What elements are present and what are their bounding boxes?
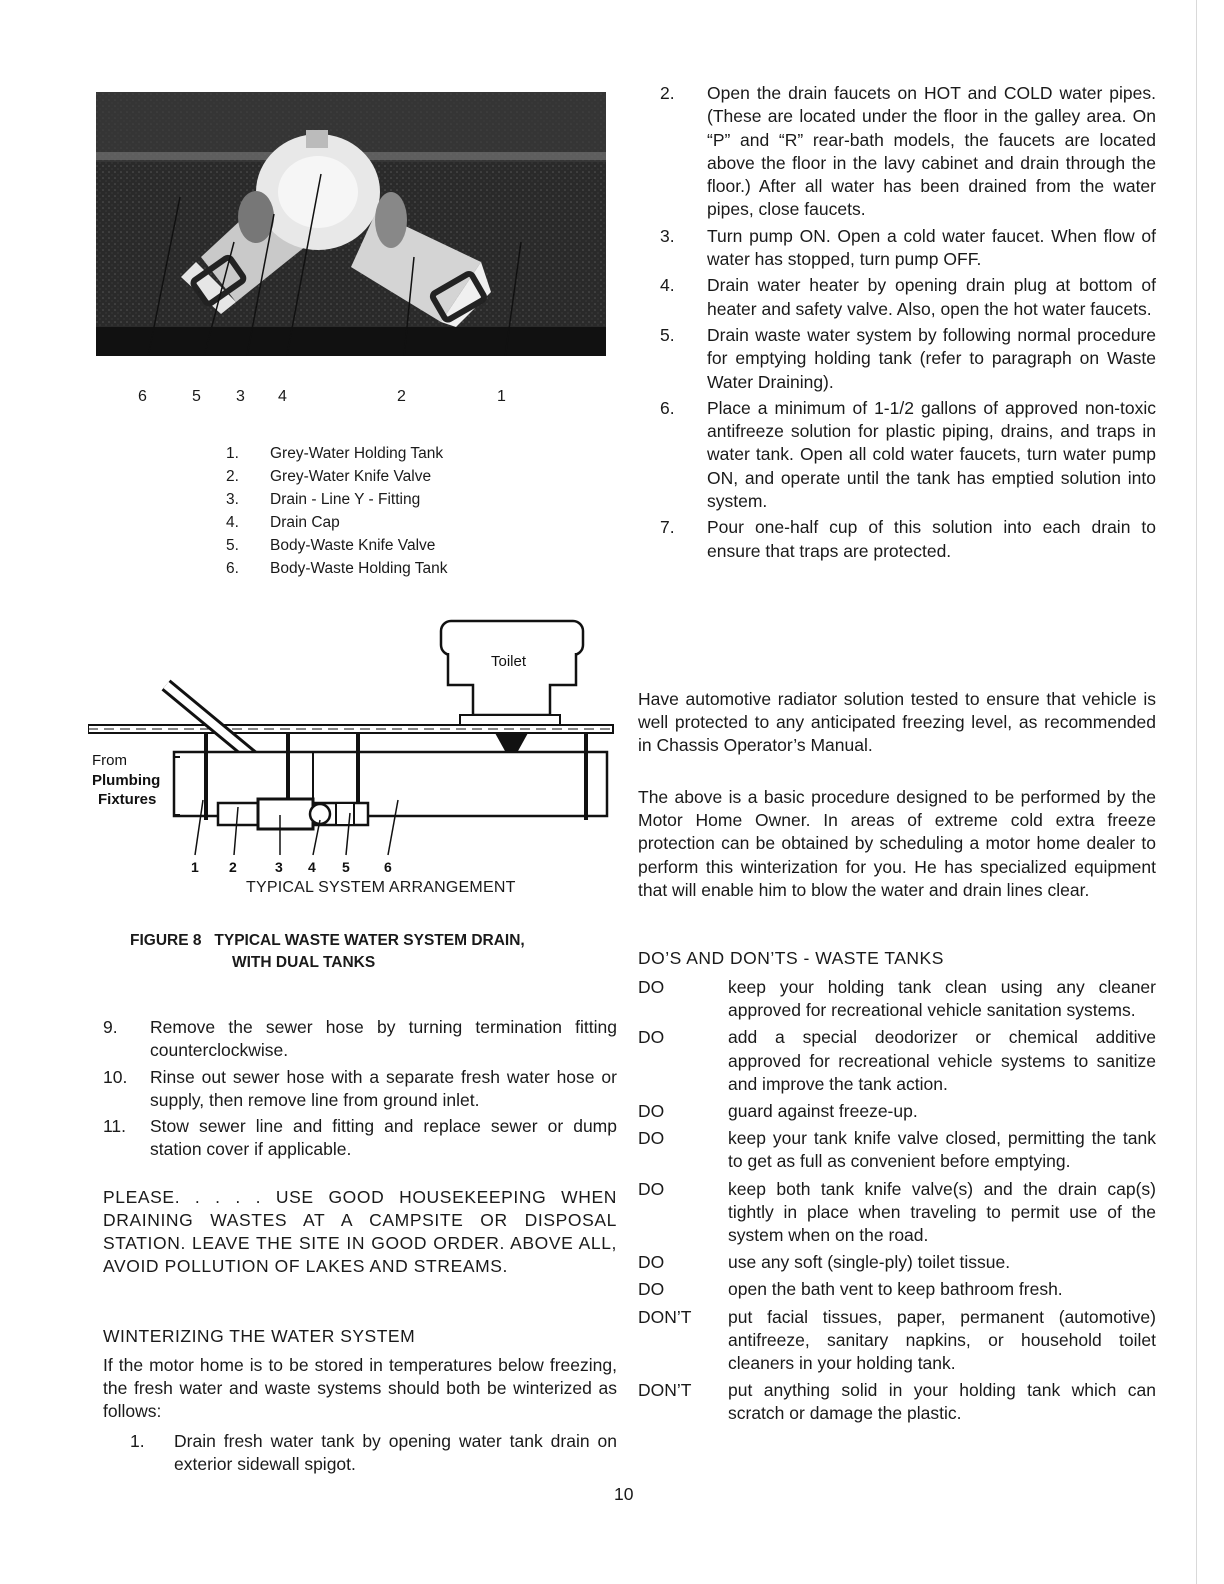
figure-caption-line: FIGURE 8 TYPICAL WASTE WATER SYSTEM DRAIN, [130,932,525,949]
legend-item: 3. Drain - Line Y - Fitting [226,491,421,508]
list-item: DO keep your holding tank clean using any cleaner approved for recreational vehicle sanitation systems. [638,977,1156,1021]
photo-callout: 3 [236,388,245,405]
from-label: From [92,752,127,769]
basic-procedure-paragraph: The above is a basic procedure designed to be performed by the Motor Home Owner. In areas of extreme cold extra freeze protection can be obtained by scheduling a motor home dealer to perform this winterization for you. He has specialized equipment that will enable him to blow the water and drain lines clear. [638,787,1156,900]
scan-edge-line [1196,0,1197,1584]
photo-legend [226,442,447,580]
list-item: DO keep both tank knife valve(s) and the drain cap(s) tightly in place when traveling to permit use of the system when on the road. [638,1178,1156,1246]
list-item: 7. Pour one-half cup of this solution into each drain to ensure that traps are protected. [660,517,1156,561]
list-item: DO guard against freeze-up. [638,1101,918,1122]
drain-fittings-photo [96,92,606,356]
toilet-label: Toilet [491,653,527,670]
diagram-callout: 4 [308,859,316,875]
list-item: 1. Drain fresh water tank by opening water tank drain on exterior sidewall spigot. [130,1431,617,1475]
plumbing-label: Plumbing [92,772,161,789]
list-item: 9. Remove the sewer hose by turning termination fitting counterclockwise. [103,1017,617,1061]
photo-callout: 4 [278,388,287,405]
photo-callout: 1 [497,388,506,405]
photo-callout: 2 [397,388,406,405]
diagram-callout: 6 [384,859,392,875]
list-item: 6. Place a minimum of 1-1/2 gallons of approved non-toxic antifreeze solution for plastic piping, drains, and traps in water tank. Open all cold water faucets, turn water pump ON, and operate until the tank has emptied solution into system. [660,397,1156,512]
list-item: DON’T put anything solid in your holding tank which can scratch or damage the plastic. [638,1380,1156,1424]
legend-item: 5. Body-Waste Knife Valve [226,537,436,554]
diagram-caption: TYPICAL SYSTEM ARRANGEMENT [246,879,516,896]
list-item: 5. Drain waste water system by following normal procedure for emptying holding tank (refer to paragraph on Waste Water Draining). [660,324,1156,392]
draining-steps-list [103,1016,617,1165]
photo-callout-numbers [96,388,606,410]
legend-item: 4. Drain Cap [226,514,340,531]
system-arrangement-diagram [88,615,618,880]
page-number: 10 [614,1484,634,1504]
legend-item: 6. Body-Waste Holding Tank [226,560,448,577]
list-item: 10. Rinse out sewer hose with a separate fresh water hose or supply, then remove line from ground inlet. [103,1066,617,1110]
list-item: 3. Turn pump ON. Open a cold water faucet. When flow of water has stopped, turn pump OFF. [660,225,1156,270]
winterizing-steps-list [660,82,1156,566]
list-item: 11. Stow sewer line and fitting and replace sewer or dump station cover if applicable. [103,1116,617,1160]
diagram-callout: 2 [229,859,237,875]
fixtures-label: Fixtures [98,791,157,808]
list-item: 2. Open the drain faucets on HOT and COLD water pipes. (These are located under the floor in the galley area. On “P” and “R” rear-bath models, the faucets are located above the floor in the lavy cabinet and drain through the floor.) After all water has been drained from the water pipes, close faucets. [660,83,1156,220]
figure-caption-line: WITH DUAL TANKS [232,954,376,971]
list-item: DO open the bath vent to keep bathroom fresh. [638,1279,1063,1300]
list-item: 4. Drain water heater by opening drain plug at bottom of heater and safety valve. Also, open the hot water faucets. [660,275,1156,319]
diagram-callout: 1 [191,859,199,875]
winterizing-intro: If the motor home is to be stored in temperatures below freezing, the fresh water and waste systems should both be winterized as follows: [103,1355,617,1421]
list-item: DON’T put facial tissues, paper, permanent (automotive) antifreeze, sanitary napkins, or household toilet cleaners in your holding tank. [638,1306,1156,1374]
radiator-paragraph: Have automotive radiator solution tested to ensure that vehicle is well protected to any anticipated freezing level, as recommended in Chassis Operator’s Manual. [638,689,1156,756]
diagram-callout: 5 [342,859,350,875]
diagram-callout: 3 [275,859,283,875]
dos-donts-heading: DO’S AND DON’TS - WASTE TANKS [638,948,944,968]
photo-callout: 5 [192,388,201,405]
legend-item: 2. Grey-Water Knife Valve [226,468,432,485]
list-item: DO add a special deodorizer or chemical additive approved for recreational vehicle systems to sanitize and improve the tank action. [638,1027,1156,1094]
winterizing-heading: WINTERIZING THE WATER SYSTEM [103,1326,416,1346]
winterizing-step-1 [130,1430,617,1480]
list-item: DO keep your tank knife valve closed, permitting the tank to get as full as convenient before emptying. [638,1128,1156,1172]
legend-item: 1. Grey-Water Holding Tank [226,445,444,462]
list-item: DO use any soft (single-ply) toilet tissue. [638,1252,1011,1273]
housekeeping-notice: PLEASE. . . . . USE GOOD HOUSEKEEPING WHEN DRAINING WASTES AT A CAMPSITE OR DISPOSAL STATION. LEAVE THE SITE IN GOOD ORDER. ABOVE ALL, AVOID POLLUTION OF LAKES AND STREAMS. [103,1187,617,1276]
dos-donts-list [638,976,1156,1430]
photo-callout: 6 [138,388,147,405]
figure-caption [130,930,525,974]
